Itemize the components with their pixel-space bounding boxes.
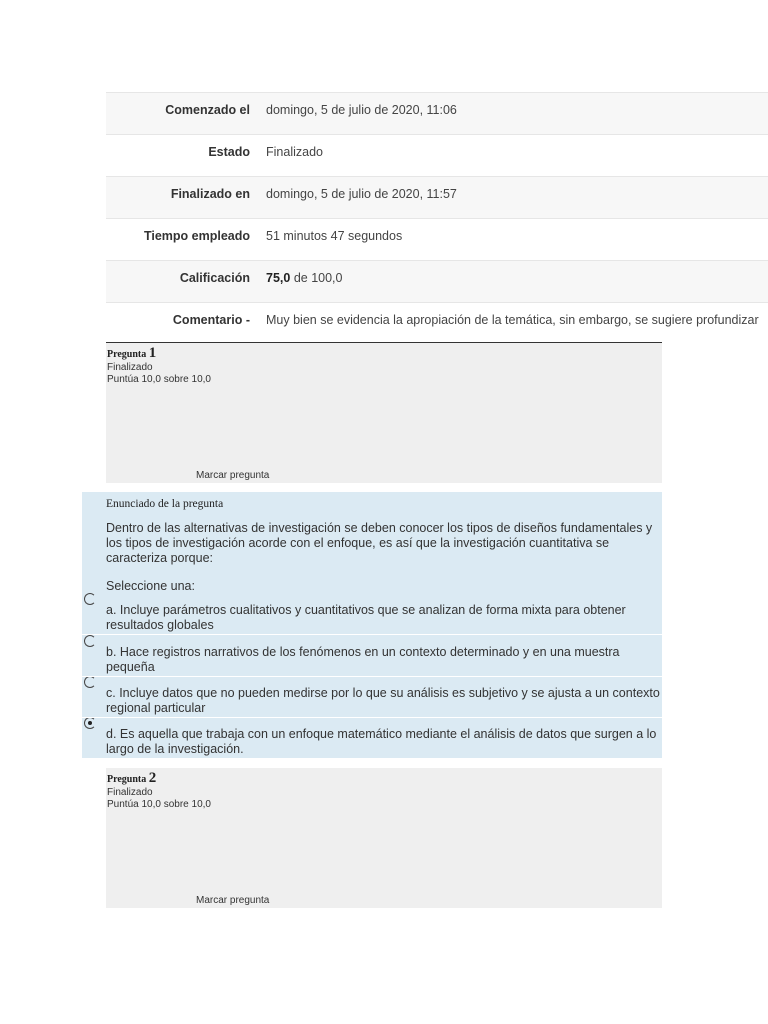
option-divider bbox=[82, 676, 662, 677]
question-grade: Puntúa 10,0 sobre 10,0 bbox=[107, 374, 211, 385]
answer-option-d[interactable] bbox=[106, 727, 662, 757]
summary-value: domingo, 5 de julio de 2020, 11:57 bbox=[258, 177, 768, 219]
answer-option-c[interactable] bbox=[106, 686, 662, 716]
question-number: 2 bbox=[148, 770, 157, 786]
radio-button-icon[interactable] bbox=[84, 676, 96, 688]
summary-value: Muy bien se evidencia la apropiación de la temática, sin embargo, se sugiere profundizar bbox=[258, 303, 768, 345]
summary-row-finished bbox=[106, 177, 768, 219]
answer-option-a[interactable] bbox=[106, 603, 662, 633]
summary-value: 51 minutos 47 segundos bbox=[258, 219, 768, 261]
radio-button-icon[interactable] bbox=[84, 635, 96, 647]
answer-option-label: d. Es aquella que trabaja con un enfoque matemático mediante el análisis de datos que surgen a lo largo de la investigación. bbox=[106, 727, 657, 756]
radio-button-icon[interactable] bbox=[84, 593, 96, 605]
attempt-summary-table bbox=[106, 92, 768, 345]
question-title bbox=[107, 345, 662, 362]
grade-score: 75,0 bbox=[266, 271, 291, 285]
summary-label: Tiempo empleado bbox=[106, 219, 258, 261]
flag-question-link[interactable]: Marcar pregunta bbox=[196, 895, 270, 906]
summary-row-comment bbox=[106, 303, 768, 345]
summary-row-started bbox=[106, 93, 768, 135]
summary-label: Comentario - bbox=[106, 303, 258, 345]
summary-value: Finalizado bbox=[258, 135, 768, 177]
question-number: 1 bbox=[148, 345, 157, 361]
summary-row-grade bbox=[106, 261, 768, 303]
grade-total: de 100,0 bbox=[290, 271, 343, 285]
summary-label: Finalizado en bbox=[106, 177, 258, 219]
summary-row-state bbox=[106, 135, 768, 177]
question-text: Dentro de las alternativas de investigación se deben conocer los tipos de diseños fundamentales y los tipos de investigación acorde con el enfoque, es así que la investigación cuantitativa se caracteriza porque: bbox=[106, 521, 653, 565]
answer-option-b[interactable] bbox=[106, 645, 662, 675]
question-text-heading: Enunciado de la pregunta bbox=[106, 498, 224, 510]
question-2-info bbox=[106, 768, 662, 908]
question-title bbox=[107, 770, 662, 787]
answer-prompt: Seleccione una: bbox=[106, 579, 195, 593]
summary-value bbox=[258, 261, 768, 303]
summary-label: Calificación bbox=[106, 261, 258, 303]
summary-label: Comenzado el bbox=[106, 93, 258, 135]
question-state: Finalizado bbox=[107, 362, 153, 373]
summary-label: Estado bbox=[106, 135, 258, 177]
option-divider bbox=[82, 717, 662, 718]
answer-option-label: a. Incluye parámetros cualitativos y cuantitativos que se analizan de forma mixta para obtener resultados globales bbox=[106, 603, 626, 632]
answer-option-label: b. Hace registros narrativos de los fenómenos en un contexto determinado y en una muestra pequeña bbox=[106, 645, 620, 674]
question-1-info bbox=[106, 342, 662, 483]
question-1-content bbox=[82, 492, 662, 758]
question-state: Finalizado bbox=[107, 787, 153, 798]
question-title-word: Pregunta bbox=[107, 349, 147, 360]
answer-option-label: c. Incluye datos que no pueden medirse por lo que su análisis es subjetivo y se ajusta a un contexto regional particular bbox=[106, 686, 660, 715]
question-title-word: Pregunta bbox=[107, 774, 147, 785]
question-grade: Puntúa 10,0 sobre 10,0 bbox=[107, 799, 211, 810]
summary-row-time bbox=[106, 219, 768, 261]
option-divider bbox=[82, 634, 662, 635]
flag-question-link[interactable]: Marcar pregunta bbox=[196, 470, 270, 481]
radio-button-selected-icon[interactable] bbox=[84, 717, 96, 729]
summary-value: domingo, 5 de julio de 2020, 11:06 bbox=[258, 93, 768, 135]
